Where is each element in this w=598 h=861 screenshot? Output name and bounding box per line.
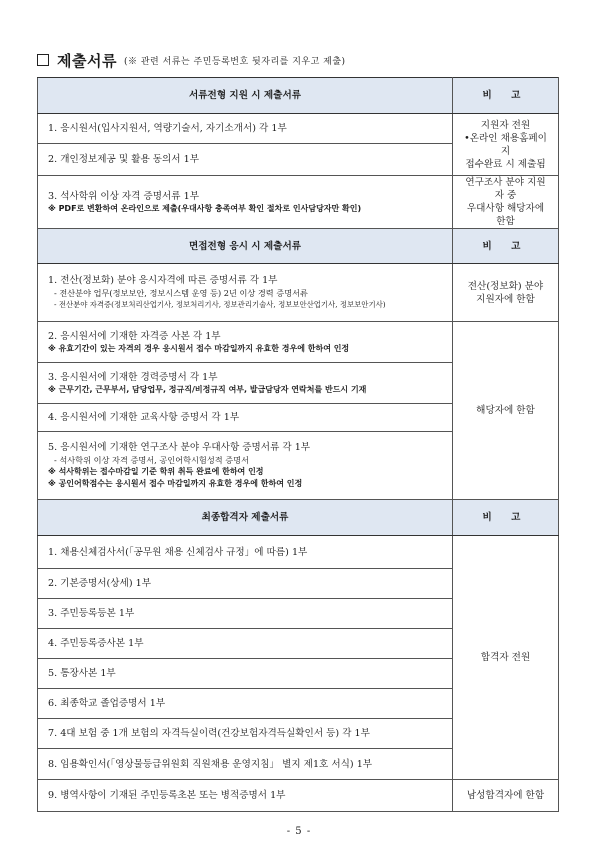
section-header-interview: 면접전형 응시 시 제출서류 <box>38 229 453 264</box>
doc-item-cell <box>38 264 453 322</box>
section-header-row <box>38 78 559 114</box>
doc-item-cell <box>38 176 453 229</box>
section-heading <box>37 50 346 70</box>
doc-note: ※ 유효기간이 있는 자격의 경우 응시원서 접수 마감일까지 유효한 경우에 한하여 인정 <box>48 343 350 353</box>
section-header-row <box>38 500 559 536</box>
doc-item-cell <box>38 322 453 363</box>
doc-item: 6. 최종학교 졸업증명서 1부 <box>38 689 453 719</box>
doc-note: ※ 석사학위는 접수마감일 기준 학위 취득 완료에 한하여 인정 <box>48 467 264 476</box>
section-header-document-screening: 서류전형 지원 시 제출서류 <box>38 78 453 114</box>
doc-note: ※ 근무기간, 근무부서, 담당업무, 정규직/비정규직 여부, 발급담당자 연락처를 반드시 기재 <box>48 384 367 394</box>
remark-cell: 남성합격자에 한함 <box>453 780 559 812</box>
heading-title: 제출서류 <box>57 51 117 70</box>
doc-item: 4. 주민등록증사본 1부 <box>38 629 453 659</box>
section-header-final-pass: 최종합격자 제출서류 <box>38 500 453 536</box>
heading-note: (※ 관련 서류는 주민등록번호 뒷자리를 지우고 제출) <box>123 56 346 67</box>
remark-cell: 전산(정보화) 분야 지원자에 한함 <box>453 264 559 322</box>
doc-sub: - 전산분야 업무(정보보안, 정보시스템 운영 등) 2년 이상 경력 증명서류 <box>54 288 308 298</box>
doc-item: 1. 채용신체검사서(「공무원 채용 신체검사 규정」에 따름) 1부 <box>38 536 453 569</box>
doc-note: ※ PDF로 변환하여 온라인으로 제출(우대사항 충족여부 확인 절차로 인사담당자만 확인) <box>48 203 362 213</box>
table-row <box>38 536 559 569</box>
doc-item: 2. 응시원서에 기재한 자격증 사본 각 1부 <box>48 330 221 342</box>
doc-item: 7. 4대 보험 중 1개 보험의 자격득실이력(건강보험자격득실확인서 등) 각 1부 <box>38 719 453 749</box>
doc-item: 3. 주민등록등본 1부 <box>38 599 453 629</box>
doc-item: 5. 통장사본 1부 <box>38 659 453 689</box>
remark-header: 비 고 <box>453 78 559 114</box>
doc-item: 4. 응시원서에 기재한 교육사항 증명서 각 1부 <box>38 404 453 432</box>
doc-item: 1. 전산(정보화) 분야 응시자격에 따른 증명서류 각 1부 <box>48 275 278 286</box>
table-row <box>38 176 559 229</box>
doc-item: 2. 기본증명서(상세) 1부 <box>38 569 453 599</box>
doc-note: ※ 공인어학점수는 응시원서 접수 마감일까지 유효한 경우에 한하여 인정 <box>48 479 303 488</box>
doc-item: 9. 병역사항이 기재된 주민등록초본 또는 병적증명서 1부 <box>38 780 453 812</box>
table-row <box>38 114 559 144</box>
section-header-row <box>38 229 559 264</box>
doc-item: 8. 임용확인서(「영상물등급위원회 직원채용 운영지침」 별지 제1호 서식) 1부 <box>38 749 453 780</box>
page-number: - 5 - <box>286 826 312 837</box>
remark-cell: 지원자 전원 •온라인 채용홈페이지 접수완료 시 제출됨 <box>453 114 559 176</box>
doc-item: 1. 응시원서(입사지원서, 역량기술서, 자기소개서) 각 1부 <box>38 114 453 144</box>
doc-item: 3. 응시원서에 기재한 경력증명서 각 1부 <box>48 371 218 383</box>
doc-item-cell <box>38 363 453 404</box>
doc-item-cell <box>38 432 453 500</box>
table-row <box>38 780 559 812</box>
checkbox-square-icon <box>37 54 49 66</box>
doc-item: 5. 응시원서에 기재한 연구조사 분야 우대사항 증명서류 각 1부 <box>48 442 311 453</box>
remark-header: 비 고 <box>453 229 559 264</box>
remark-cell: 해당자에 한함 <box>453 322 559 500</box>
remark-cell: 합격자 전원 <box>453 536 559 780</box>
table-row <box>38 322 559 363</box>
doc-item: 3. 석사학위 이상 자격 증명서류 1부 <box>48 190 199 202</box>
doc-item: 2. 개인정보제공 및 활용 동의서 1부 <box>38 144 453 176</box>
table-row <box>38 264 559 322</box>
doc-sub: - 석사학위 이상 자격 증명서, 공인어학시험성적 증명서 <box>54 455 249 465</box>
remark-header: 비 고 <box>453 500 559 536</box>
remark-cell: 연구조사 분야 지원자 중 우대사항 해당자에 한함 <box>453 176 559 229</box>
documents-table <box>37 77 559 812</box>
doc-sub: - 전산분야 자격증(정보처리산업기사, 정보처리기사, 정보관리기술사, 정보보안산업기사, 정보보안기사) <box>54 300 386 309</box>
